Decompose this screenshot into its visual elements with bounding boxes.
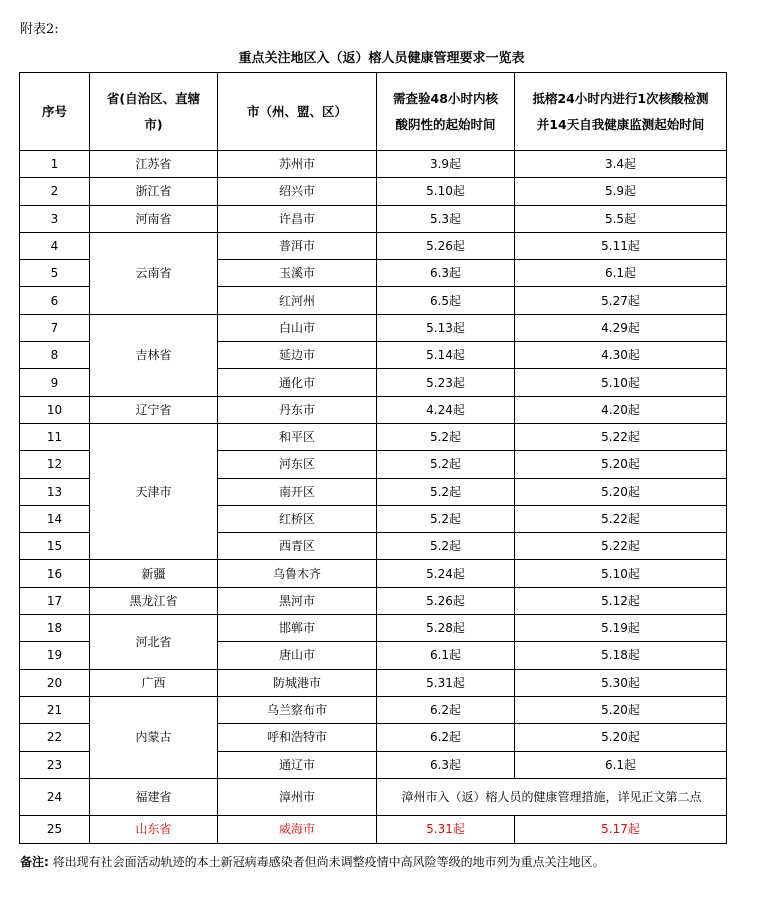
test48-cell: 5.2起 bbox=[377, 533, 515, 560]
test48-cell: 5.31起 bbox=[377, 815, 515, 843]
arrival-cell: 5.19起 bbox=[515, 615, 727, 642]
test48-cell: 5.2起 bbox=[377, 478, 515, 505]
test48-cell: 6.1起 bbox=[377, 642, 515, 669]
city-cell: 绍兴市 bbox=[218, 178, 377, 205]
table-row-highlighted bbox=[20, 815, 727, 843]
footnote-label: 备注: bbox=[20, 855, 49, 869]
city-cell: 呼和浩特市 bbox=[218, 724, 377, 751]
arrival-cell: 5.20起 bbox=[515, 696, 727, 723]
test48-cell: 5.26起 bbox=[377, 232, 515, 259]
table-row bbox=[20, 178, 727, 205]
seq-cell: 5 bbox=[20, 260, 90, 287]
city-cell: 许昌市 bbox=[218, 205, 377, 232]
merged-note-cell: 漳州市入（返）榕人员的健康管理措施，详见正文第二点 bbox=[377, 778, 727, 815]
seq-cell: 13 bbox=[20, 478, 90, 505]
footnote bbox=[20, 853, 605, 870]
seq-cell: 12 bbox=[20, 451, 90, 478]
table-row bbox=[20, 587, 727, 614]
seq-cell: 19 bbox=[20, 642, 90, 669]
table-row bbox=[20, 423, 727, 450]
table-body bbox=[20, 151, 727, 844]
test48-cell: 3.9起 bbox=[377, 151, 515, 178]
arrival-cell: 5.10起 bbox=[515, 560, 727, 587]
city-cell: 西青区 bbox=[218, 533, 377, 560]
city-cell: 乌鲁木齐 bbox=[218, 560, 377, 587]
footnote-text: 将出现有社会面活动轨迹的本土新冠病毒感染者但尚未调整疫情中高风险等级的地市列为重点关注地区。 bbox=[52, 855, 605, 869]
test48-cell: 5.26起 bbox=[377, 587, 515, 614]
seq-cell: 23 bbox=[20, 751, 90, 778]
seq-cell: 18 bbox=[20, 615, 90, 642]
arrival-cell: 5.5起 bbox=[515, 205, 727, 232]
table-row bbox=[20, 615, 727, 642]
requirements-table bbox=[19, 72, 727, 844]
document-title: 重点关注地区入（返）榕人员健康管理要求一览表 bbox=[238, 51, 525, 66]
test48-cell: 5.10起 bbox=[377, 178, 515, 205]
table-row bbox=[20, 232, 727, 259]
province-cell: 河南省 bbox=[90, 205, 218, 232]
table-row bbox=[20, 560, 727, 587]
city-cell: 延边市 bbox=[218, 342, 377, 369]
province-cell: 辽宁省 bbox=[90, 396, 218, 423]
seq-cell: 1 bbox=[20, 151, 90, 178]
test48-cell: 5.2起 bbox=[377, 505, 515, 532]
province-cell: 广西 bbox=[90, 669, 218, 696]
test48-cell: 6.2起 bbox=[377, 724, 515, 751]
header-province: 省(自治区、直辖 市) bbox=[90, 73, 218, 151]
city-cell: 普洱市 bbox=[218, 232, 377, 259]
seq-cell: 2 bbox=[20, 178, 90, 205]
city-cell: 白山市 bbox=[218, 314, 377, 341]
test48-cell: 5.13起 bbox=[377, 314, 515, 341]
arrival-cell: 4.30起 bbox=[515, 342, 727, 369]
province-cell: 吉林省 bbox=[90, 314, 218, 396]
test48-cell: 5.2起 bbox=[377, 451, 515, 478]
city-cell: 丹东市 bbox=[218, 396, 377, 423]
city-cell: 苏州市 bbox=[218, 151, 377, 178]
test48-cell: 5.3起 bbox=[377, 205, 515, 232]
city-cell: 玉溪市 bbox=[218, 260, 377, 287]
province-cell: 江苏省 bbox=[90, 151, 218, 178]
arrival-cell: 6.1起 bbox=[515, 751, 727, 778]
arrival-cell: 5.22起 bbox=[515, 533, 727, 560]
test48-cell: 4.24起 bbox=[377, 396, 515, 423]
province-cell: 山东省 bbox=[90, 815, 218, 843]
table-row bbox=[20, 669, 727, 696]
seq-cell: 14 bbox=[20, 505, 90, 532]
header-city: 市（州、盟、区） bbox=[218, 73, 377, 151]
province-cell: 福建省 bbox=[90, 778, 218, 815]
test48-cell: 5.2起 bbox=[377, 423, 515, 450]
seq-cell: 6 bbox=[20, 287, 90, 314]
arrival-cell: 5.22起 bbox=[515, 505, 727, 532]
table-row bbox=[20, 396, 727, 423]
test48-cell: 5.31起 bbox=[377, 669, 515, 696]
arrival-cell: 3.4起 bbox=[515, 151, 727, 178]
table-row bbox=[20, 205, 727, 232]
header-arrival-monitoring: 抵榕24小时内进行1次核酸检测 并14天自我健康监测起始时间 bbox=[515, 73, 727, 151]
seq-cell: 16 bbox=[20, 560, 90, 587]
city-cell: 通化市 bbox=[218, 369, 377, 396]
seq-cell: 3 bbox=[20, 205, 90, 232]
city-cell: 红桥区 bbox=[218, 505, 377, 532]
arrival-cell: 5.17起 bbox=[515, 815, 727, 843]
test48-cell: 6.3起 bbox=[377, 751, 515, 778]
seq-cell: 15 bbox=[20, 533, 90, 560]
province-cell: 河北省 bbox=[90, 615, 218, 670]
seq-cell: 22 bbox=[20, 724, 90, 751]
seq-cell: 4 bbox=[20, 232, 90, 259]
arrival-cell: 5.22起 bbox=[515, 423, 727, 450]
table-row bbox=[20, 151, 727, 178]
arrival-cell: 5.20起 bbox=[515, 451, 727, 478]
seq-cell: 11 bbox=[20, 423, 90, 450]
table-row bbox=[20, 778, 727, 815]
table-header-row bbox=[20, 73, 727, 151]
arrival-cell: 5.27起 bbox=[515, 287, 727, 314]
province-cell: 黑龙江省 bbox=[90, 587, 218, 614]
arrival-cell: 6.1起 bbox=[515, 260, 727, 287]
seq-cell: 24 bbox=[20, 778, 90, 815]
city-cell: 通辽市 bbox=[218, 751, 377, 778]
city-cell: 黑河市 bbox=[218, 587, 377, 614]
province-cell: 云南省 bbox=[90, 232, 218, 314]
arrival-cell: 5.20起 bbox=[515, 724, 727, 751]
city-cell: 漳州市 bbox=[218, 778, 377, 815]
seq-cell: 7 bbox=[20, 314, 90, 341]
arrival-cell: 5.18起 bbox=[515, 642, 727, 669]
city-cell: 唐山市 bbox=[218, 642, 377, 669]
province-cell: 天津市 bbox=[90, 423, 218, 559]
seq-cell: 20 bbox=[20, 669, 90, 696]
province-cell: 内蒙古 bbox=[90, 696, 218, 778]
test48-cell: 5.23起 bbox=[377, 369, 515, 396]
city-cell: 防城港市 bbox=[218, 669, 377, 696]
header-seq: 序号 bbox=[20, 73, 90, 151]
test48-cell: 5.14起 bbox=[377, 342, 515, 369]
city-cell: 红河州 bbox=[218, 287, 377, 314]
province-cell: 新疆 bbox=[90, 560, 218, 587]
arrival-cell: 5.10起 bbox=[515, 369, 727, 396]
test48-cell: 5.24起 bbox=[377, 560, 515, 587]
seq-cell: 25 bbox=[20, 815, 90, 843]
arrival-cell: 5.30起 bbox=[515, 669, 727, 696]
province-cell: 浙江省 bbox=[90, 178, 218, 205]
table-row bbox=[20, 696, 727, 723]
test48-cell: 5.28起 bbox=[377, 615, 515, 642]
appendix-label: 附表2: bbox=[20, 22, 59, 37]
city-cell: 河东区 bbox=[218, 451, 377, 478]
arrival-cell: 5.9起 bbox=[515, 178, 727, 205]
arrival-cell: 5.11起 bbox=[515, 232, 727, 259]
city-cell: 南开区 bbox=[218, 478, 377, 505]
city-cell: 乌兰察布市 bbox=[218, 696, 377, 723]
seq-cell: 10 bbox=[20, 396, 90, 423]
test48-cell: 6.3起 bbox=[377, 260, 515, 287]
arrival-cell: 5.12起 bbox=[515, 587, 727, 614]
seq-cell: 17 bbox=[20, 587, 90, 614]
seq-cell: 21 bbox=[20, 696, 90, 723]
seq-cell: 9 bbox=[20, 369, 90, 396]
city-cell: 邯郸市 bbox=[218, 615, 377, 642]
test48-cell: 6.5起 bbox=[377, 287, 515, 314]
table-row bbox=[20, 314, 727, 341]
arrival-cell: 4.29起 bbox=[515, 314, 727, 341]
city-cell: 威海市 bbox=[218, 815, 377, 843]
seq-cell: 8 bbox=[20, 342, 90, 369]
header-test48: 需查验48小时内核 酸阴性的起始时间 bbox=[377, 73, 515, 151]
arrival-cell: 4.20起 bbox=[515, 396, 727, 423]
arrival-cell: 5.20起 bbox=[515, 478, 727, 505]
city-cell: 和平区 bbox=[218, 423, 377, 450]
test48-cell: 6.2起 bbox=[377, 696, 515, 723]
